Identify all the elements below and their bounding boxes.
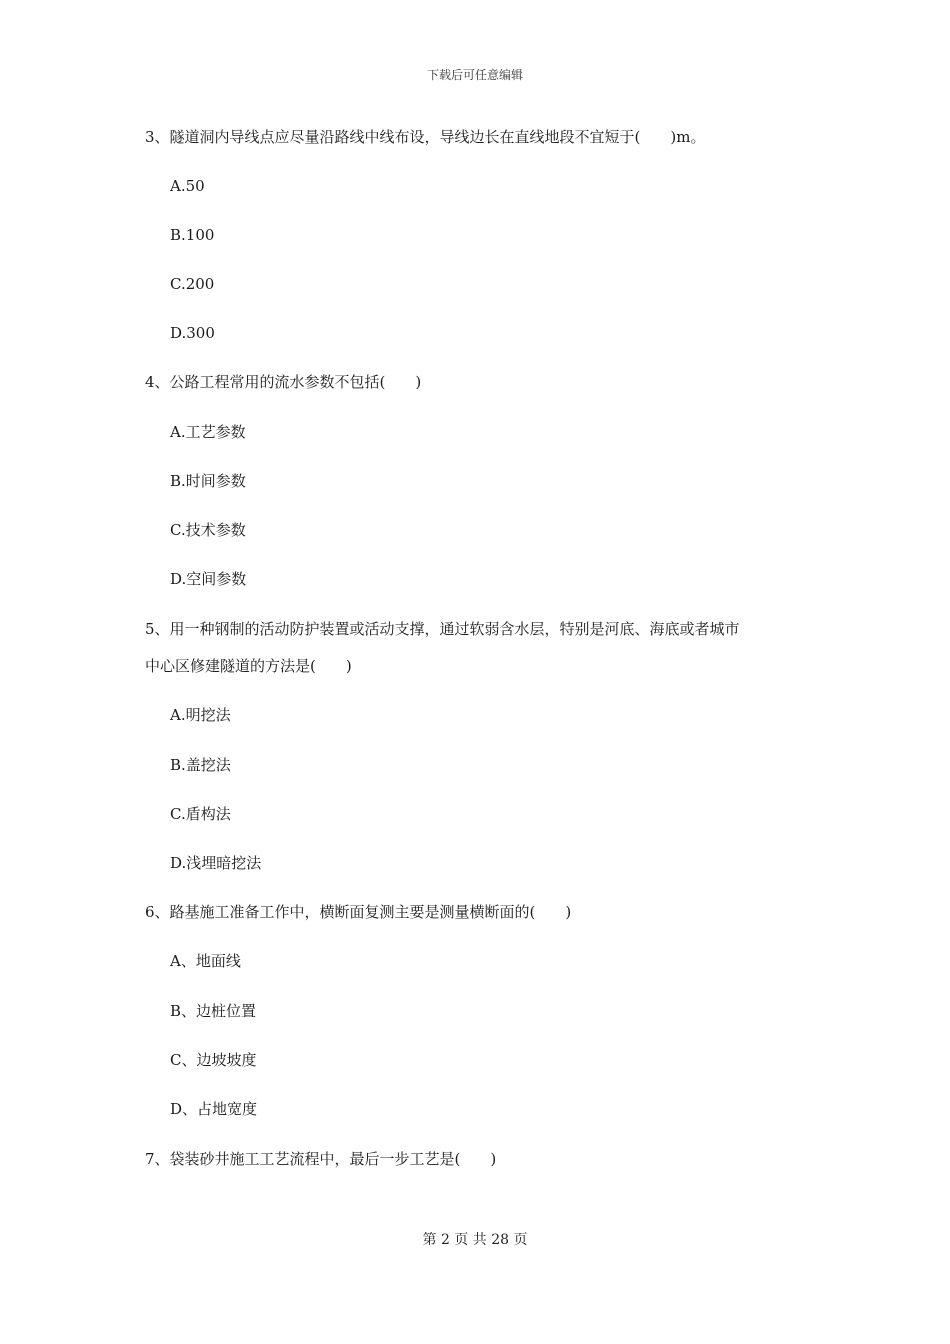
- question-4-option-d: D.空间参数: [170, 570, 247, 588]
- question-3-option-d: D.300: [170, 324, 215, 342]
- page-header: 下载后可任意编辑: [426, 68, 523, 82]
- question-6-option-d: D、占地宽度: [170, 1100, 258, 1118]
- question-5-option-d: D.浅埋暗挖法: [170, 854, 262, 872]
- question-5-stem-line-2: 中心区修建隧道的方法是( ): [145, 657, 352, 675]
- question-3-stem: 3、隧道洞内导线点应尽量沿路线中线布设，导线边长在直线地段不宜短于( )m。: [145, 128, 706, 146]
- question-3-option-c: C.200: [170, 275, 215, 293]
- question-4-option-a: A.工艺参数: [170, 423, 246, 441]
- question-7-stem: 7、袋装砂井施工工艺流程中，最后一步工艺是( ): [145, 1150, 497, 1168]
- question-3-option-b: B.100: [170, 226, 215, 244]
- question-6-stem: 6、路基施工准备工作中，横断面复测主要是测量横断面的( ): [145, 903, 572, 921]
- question-6-option-b: B、边桩位置: [170, 1002, 257, 1020]
- question-3-option-a: A.50: [170, 177, 205, 195]
- question-4-stem: 4、公路工程常用的流水参数不包括( ): [145, 373, 422, 391]
- question-6-option-c: C、边坡坡度: [170, 1051, 257, 1069]
- page-footer: 第 2 页 共 28 页: [422, 1232, 528, 1248]
- question-4-option-c: C.技术参数: [170, 521, 246, 539]
- question-5-option-a: A.明挖法: [170, 706, 231, 724]
- question-5-stem-line-1: 5、用一种钢制的活动防护装置或活动支撑，通过软弱含水层，特别是河底、海底或者城市: [145, 620, 740, 638]
- question-5-option-c: C.盾构法: [170, 805, 231, 823]
- question-5-option-b: B.盖挖法: [170, 756, 231, 774]
- question-6-option-a: A、地面线: [170, 952, 241, 970]
- question-4-option-b: B.时间参数: [170, 472, 246, 490]
